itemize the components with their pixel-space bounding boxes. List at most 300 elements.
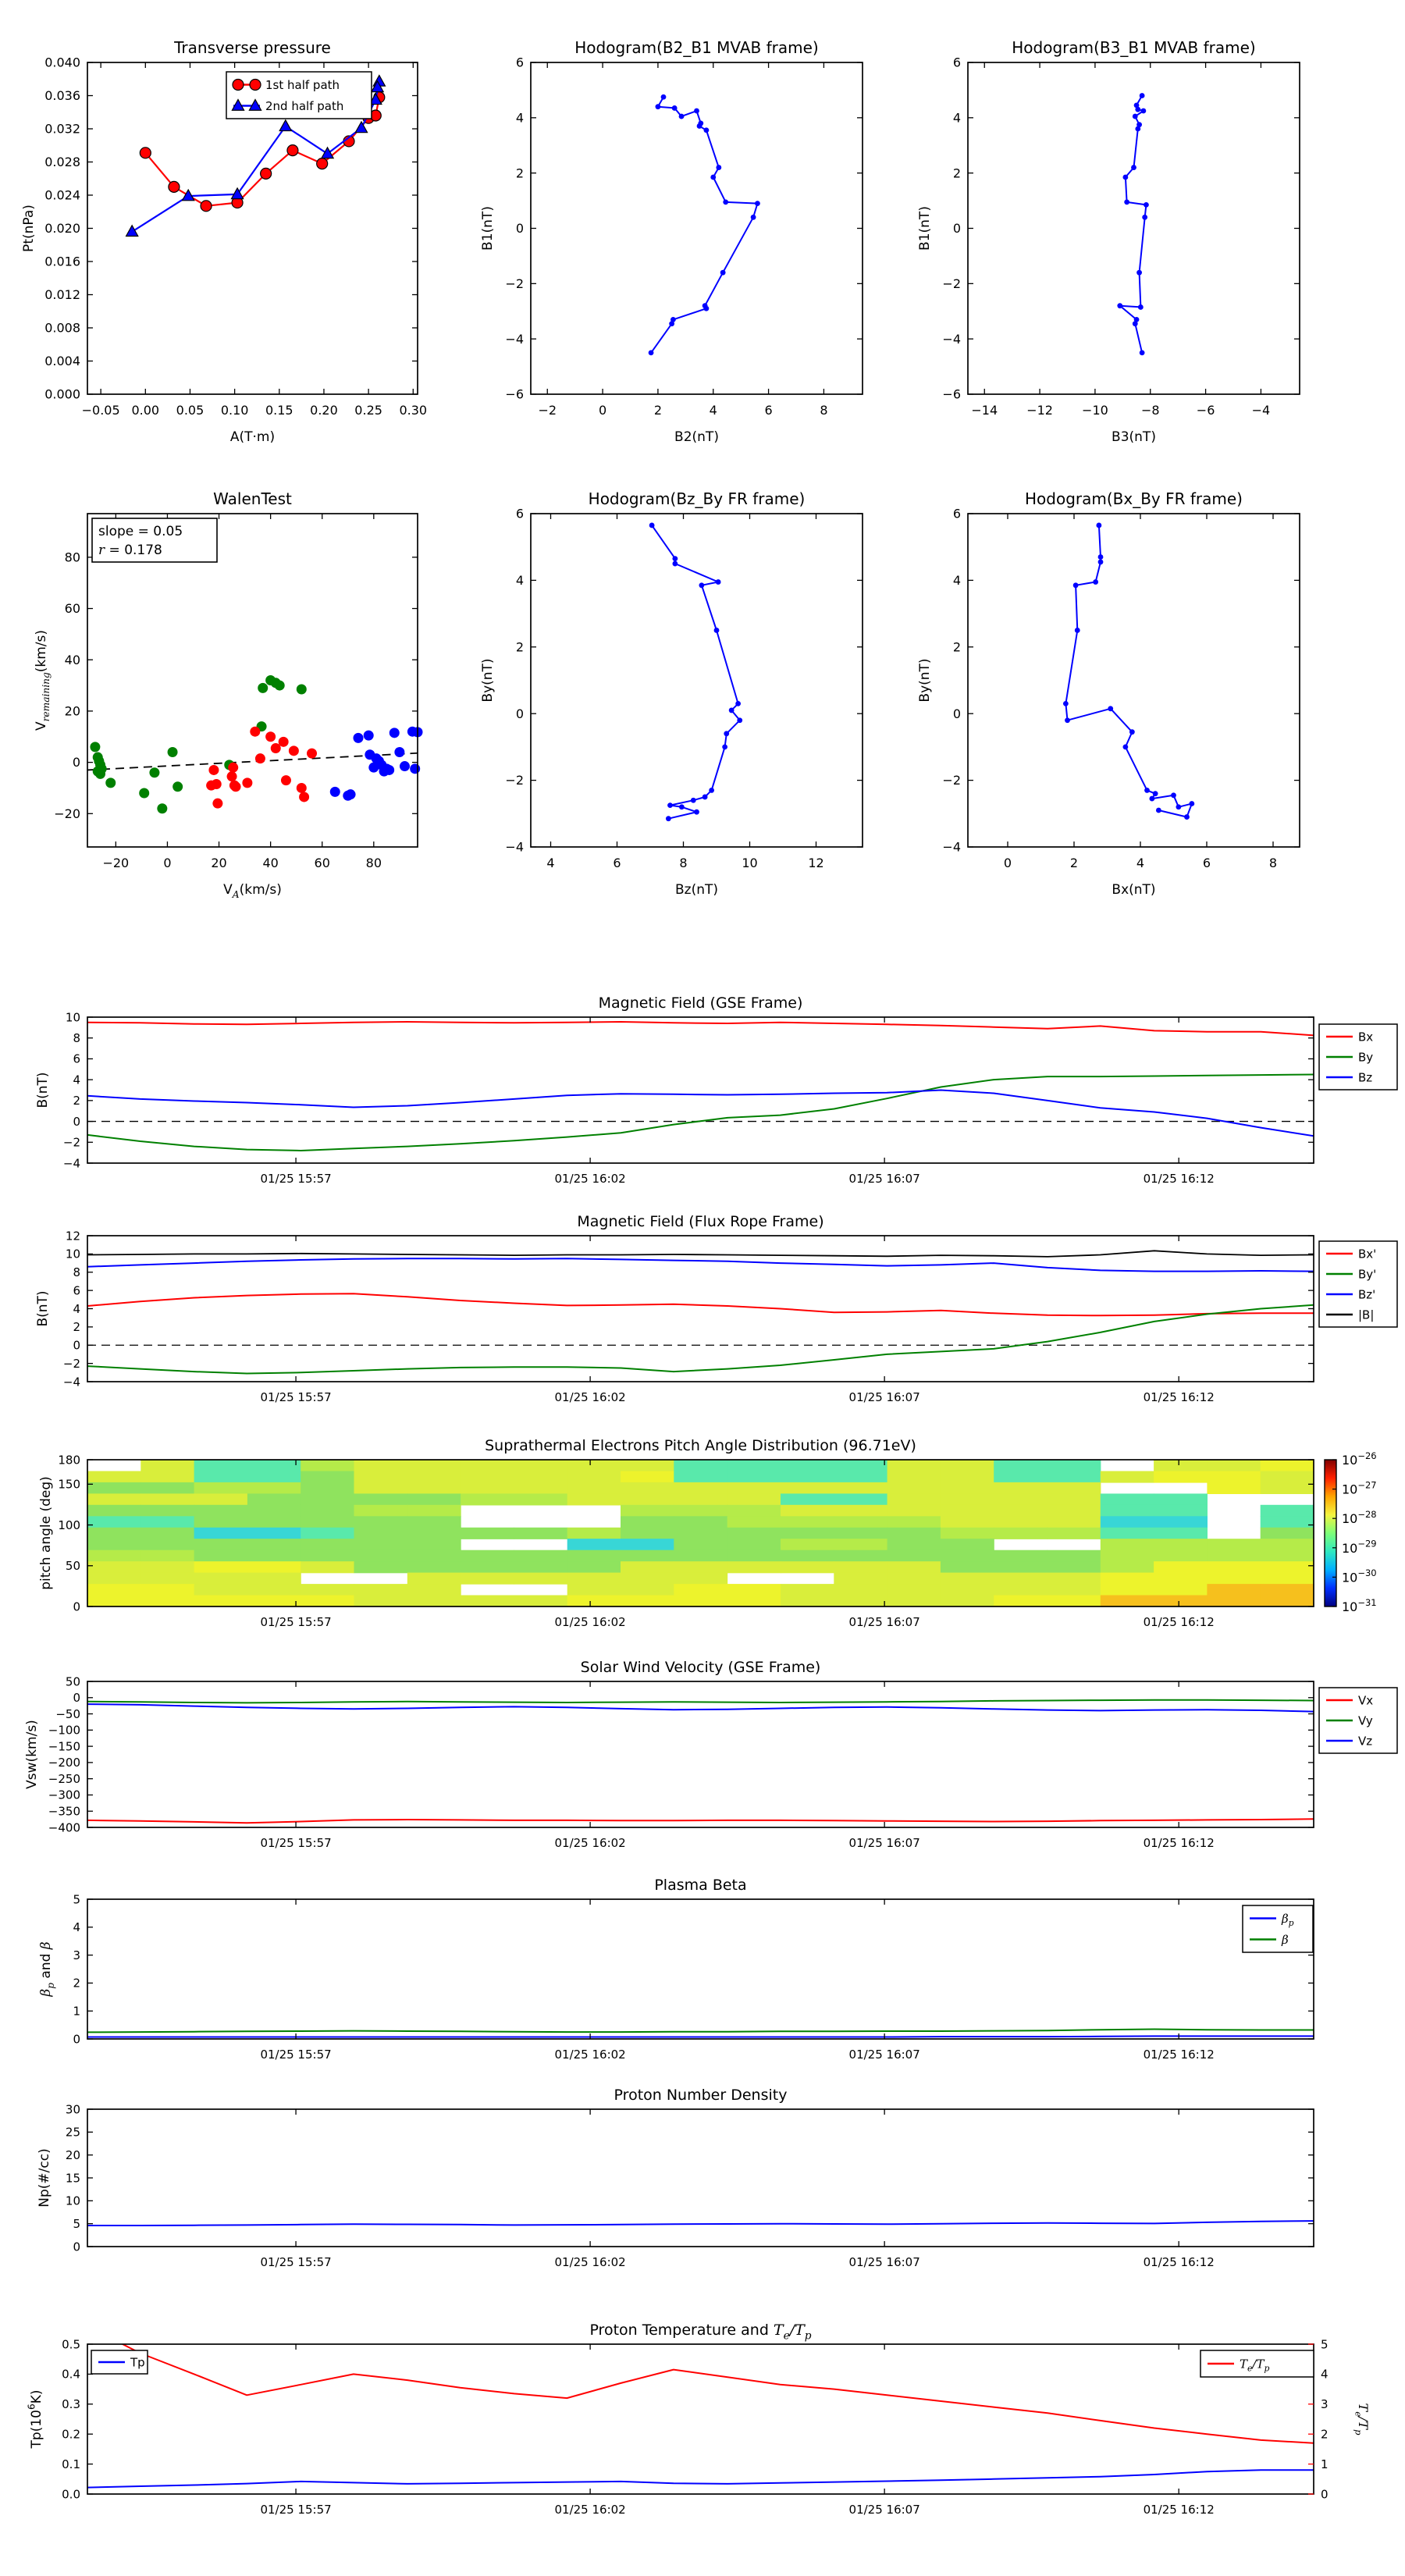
series-Np: [87, 2221, 1314, 2226]
heatmap-cell: [621, 1471, 674, 1483]
y-tick-label: 0.0: [62, 2487, 80, 2502]
colorbar-tick-label: $10^{-31}$: [1342, 1596, 1377, 1614]
heatmap-cell: [781, 1550, 834, 1562]
heatmap-cell: [140, 1573, 194, 1585]
heatmap-cell: [1101, 1516, 1154, 1528]
y-tick-label: 6: [515, 506, 524, 521]
point-marker: [258, 683, 268, 693]
x-tick-label: 01/25 16:02: [554, 2255, 626, 2269]
y-tick-label: 8: [73, 1265, 80, 1279]
heatmap-cell: [1207, 1482, 1261, 1494]
point-marker: [729, 708, 735, 713]
point-marker: [201, 201, 212, 212]
heatmap-cell: [834, 1460, 887, 1471]
series-hodogram: [652, 525, 740, 819]
legend-label: β: [1282, 1932, 1289, 1947]
y-tick-label: 0.028: [44, 155, 80, 170]
triangle-marker: [355, 122, 367, 133]
point-marker: [228, 763, 238, 773]
heatmap-cell: [407, 1482, 461, 1494]
heatmap-cell: [727, 1539, 781, 1550]
legend-label: Bx': [1358, 1247, 1377, 1261]
chart-title: Proton Temperature and $T_e/T_p$: [589, 2322, 812, 2343]
heatmap-cell: [140, 1528, 194, 1539]
heatmap-cell: [461, 1596, 514, 1607]
point-marker: [1176, 804, 1181, 809]
point-marker: [1138, 304, 1144, 310]
triangle-marker: [279, 120, 291, 131]
y-tick-label: −100: [48, 1723, 80, 1738]
heatmap-cell: [834, 1528, 887, 1539]
heatmap-cell: [727, 1550, 781, 1562]
x-tick-label: 0.15: [265, 403, 293, 418]
heatmap-cell: [194, 1460, 248, 1471]
point-marker: [1189, 801, 1194, 806]
point-marker: [287, 145, 298, 156]
x-tick-label: 01/25 16:07: [848, 2503, 920, 2517]
point-marker: [720, 270, 726, 276]
heatmap-cell: [354, 1528, 408, 1539]
plot-frame: [87, 2109, 1314, 2247]
heatmap-cell: [887, 1482, 941, 1494]
series-Tp: [87, 2470, 1314, 2487]
heatmap-cell: [140, 1493, 194, 1505]
heatmap-cell: [87, 1573, 141, 1585]
y-tick-label: 0.020: [44, 221, 80, 237]
heatmap-cell: [194, 1505, 248, 1517]
heatmap-cell: [247, 1573, 301, 1585]
x-tick-label: 40: [262, 856, 279, 870]
y-tick-label: 2: [515, 165, 524, 181]
y-axis-label: B1(nT): [480, 206, 496, 251]
series-beta: [87, 2030, 1314, 2033]
y-tick-label: 4: [73, 1920, 80, 1935]
heatmap-cell: [727, 1471, 781, 1483]
heatmap-cell: [887, 1516, 941, 1528]
heatmap-cell: [1101, 1550, 1154, 1562]
x-tick-label: 0.00: [131, 403, 160, 418]
legend-label: Bz': [1358, 1287, 1376, 1302]
heatmap-cell: [194, 1482, 248, 1494]
chart-suprathermal-electrons-pad: [38, 1437, 1377, 1629]
y-tick-label: 4: [952, 573, 961, 588]
heatmap-cell: [301, 1460, 354, 1471]
heatmap-cell: [514, 1460, 567, 1471]
heatmap-cell: [1048, 1471, 1101, 1483]
heatmap-cell: [354, 1596, 408, 1607]
heatmap-cell: [1154, 1493, 1208, 1505]
point-marker: [691, 798, 696, 803]
y-tick-label: 0: [952, 706, 961, 721]
heatmap-cell: [781, 1596, 834, 1607]
heatmap-cell: [194, 1471, 248, 1483]
point-marker: [250, 727, 260, 737]
heatmap-cell: [461, 1528, 514, 1539]
heatmap-cell: [461, 1561, 514, 1573]
heatmap-cell: [301, 1516, 354, 1528]
y-tick-label: 0.000: [44, 386, 80, 402]
legend-label: By: [1358, 1050, 1374, 1065]
y-tick-label: 20: [65, 2147, 80, 2162]
heatmap-cell: [301, 1471, 354, 1483]
x-tick-label: 01/25 16:07: [848, 1172, 920, 1186]
x-tick-label: 0.30: [399, 403, 428, 418]
legend-label: $\beta_p$: [1282, 1911, 1294, 1928]
point-marker: [1144, 202, 1149, 208]
heatmap-cell: [514, 1528, 567, 1539]
heatmap-cell: [194, 1561, 248, 1573]
point-marker: [1073, 582, 1079, 588]
point-marker: [1142, 215, 1147, 220]
point-marker: [261, 168, 272, 179]
legend-label: 1st half path: [265, 77, 340, 92]
heatmap-cell: [87, 1528, 141, 1539]
chart-title: Hodogram(Bx_By FR frame): [1024, 489, 1243, 508]
heatmap-cell: [461, 1471, 514, 1483]
x-tick-label: 6: [613, 856, 621, 870]
heatmap-cell: [727, 1482, 781, 1494]
heatmap-cell: [354, 1539, 408, 1550]
y-tick-label: −4: [505, 331, 524, 347]
chart-title: WalenTest: [213, 489, 292, 508]
series-Bx': [87, 1293, 1314, 1315]
point-marker: [384, 765, 394, 775]
colorbar-tick-label: $10^{-29}$: [1342, 1538, 1377, 1556]
x-tick-label: 01/25 16:02: [554, 1390, 626, 1404]
heatmap-cell: [194, 1550, 248, 1562]
y-tick-label: 2: [952, 639, 961, 655]
heatmap-cell: [834, 1550, 887, 1562]
heatmap-cell: [354, 1471, 408, 1483]
heatmap-cell: [247, 1561, 301, 1573]
point-marker: [169, 181, 180, 192]
x-tick-label: −4: [1251, 403, 1271, 418]
heatmap-cell: [1048, 1482, 1101, 1494]
heatmap-cell: [140, 1539, 194, 1550]
heatmap-cell: [994, 1516, 1048, 1528]
heatmap-cell: [514, 1573, 567, 1585]
plot-frame: [87, 1236, 1314, 1382]
point-marker: [317, 158, 328, 169]
legend-label: |B|: [1358, 1308, 1375, 1322]
plot-frame: [87, 1899, 1314, 2039]
x-tick-label: −8: [1140, 403, 1160, 418]
y-axis-label: By(nT): [480, 658, 496, 703]
heatmap-cell: [674, 1493, 727, 1505]
x-tick-label: 01/25 16:07: [848, 1836, 920, 1850]
y-tick-label: −250: [48, 1771, 80, 1786]
plot-frame: [531, 514, 863, 847]
heatmap-cell: [1261, 1561, 1314, 1573]
y-tick-label: −2: [505, 773, 524, 788]
heatmap-cell: [407, 1596, 461, 1607]
heatmap-cell: [1261, 1516, 1314, 1528]
point-marker: [1129, 729, 1135, 735]
x-tick-label: 0.05: [176, 403, 205, 418]
x-tick-label: 10: [742, 856, 758, 870]
point-marker: [697, 123, 702, 129]
point-marker: [212, 779, 222, 789]
heatmap-cell: [941, 1471, 994, 1483]
heatmap-cell: [834, 1493, 887, 1505]
x-tick-label: −2: [538, 403, 557, 418]
y-tick-label: 4: [952, 110, 961, 126]
x-tick-label: 01/25 15:57: [260, 2048, 332, 2062]
heatmap-cell: [834, 1573, 887, 1585]
point-marker: [307, 749, 317, 759]
point-marker: [1140, 93, 1145, 98]
heatmap-cell: [247, 1493, 301, 1505]
y-axis-label: pitch angle (deg): [38, 1476, 54, 1590]
heatmap-cell: [407, 1550, 461, 1562]
plot-frame: [968, 514, 1300, 847]
heatmap-cell: [621, 1539, 674, 1550]
point-marker: [330, 787, 340, 797]
point-marker: [716, 165, 721, 170]
heatmap-cell: [247, 1584, 301, 1596]
heatmap-cell: [674, 1516, 727, 1528]
point-marker: [139, 788, 149, 799]
heatmap-cell: [87, 1516, 141, 1528]
heatmap-cell: [567, 1584, 621, 1596]
heatmap-cell: [781, 1471, 834, 1483]
heatmap-cell: [247, 1596, 301, 1607]
heatmap-cell: [407, 1516, 461, 1528]
y-tick-label: −4: [505, 839, 524, 855]
legend-label: Vz: [1358, 1734, 1373, 1749]
heatmap-cell: [781, 1493, 834, 1505]
chart-title: Suprathermal Electrons Pitch Angle Distribution (96.71eV): [485, 1437, 916, 1454]
y2-tick-label: 0: [1321, 2487, 1329, 2502]
heatmap-cell: [727, 1584, 781, 1596]
y2-tick-label: 4: [1321, 2367, 1329, 2382]
point-marker: [755, 201, 760, 206]
chart-solar-wind-velocity: [24, 1659, 1397, 1850]
point-marker: [669, 321, 674, 326]
x-tick-label: −6: [1196, 403, 1215, 418]
heatmap-cell: [567, 1596, 621, 1607]
heatmap-cell: [1101, 1471, 1154, 1483]
point-marker: [666, 816, 671, 821]
x-axis-label: A(T·m): [229, 429, 276, 445]
y-tick-label: 0: [73, 1114, 80, 1129]
heatmap-cell: [621, 1505, 674, 1517]
heatmap-cell: [247, 1482, 301, 1494]
heatmap-cell: [621, 1584, 674, 1596]
heatmap-cell: [887, 1460, 941, 1471]
heatmap-cell: [407, 1528, 461, 1539]
heatmap-cell: [514, 1550, 567, 1562]
heatmap-cell: [1048, 1561, 1101, 1573]
x-tick-label: 4: [1136, 856, 1145, 870]
heatmap-cell: [834, 1471, 887, 1483]
y-tick-label: 0: [73, 2032, 80, 2047]
heatmap-cell: [1048, 1573, 1101, 1585]
point-marker: [389, 728, 400, 738]
heatmap-cell: [194, 1516, 248, 1528]
y-axis-label: By(nT): [917, 658, 933, 703]
heatmap-cell: [834, 1505, 887, 1517]
point-marker: [723, 199, 728, 205]
chart-hodogram-bx-by: [917, 489, 1300, 898]
heatmap-cell: [1207, 1573, 1261, 1585]
y-tick-label: 12: [65, 1229, 80, 1244]
y-tick-label: 1: [73, 2004, 80, 2019]
point-marker: [227, 771, 237, 781]
heatmap-cell: [781, 1584, 834, 1596]
x-tick-label: 01/25 15:57: [260, 1172, 332, 1186]
y-tick-label: 4: [73, 1073, 80, 1087]
x-tick-label: −12: [1026, 403, 1053, 418]
heatmap-cell: [1048, 1516, 1101, 1528]
point-marker: [255, 753, 265, 763]
point-marker: [699, 582, 704, 588]
point-marker: [667, 802, 673, 808]
point-marker: [1144, 788, 1150, 793]
heatmap-cell: [247, 1471, 301, 1483]
heatmap-cell: [407, 1584, 461, 1596]
point-marker: [1140, 350, 1145, 355]
point-marker: [208, 765, 219, 775]
y-tick-label: 0.2: [62, 2427, 80, 2442]
y-tick-label: 0.3: [62, 2397, 80, 2412]
heatmap-cell: [1261, 1471, 1314, 1483]
y-tick-label: 2: [73, 1094, 80, 1108]
y-tick-label: 50: [65, 1674, 80, 1689]
heatmap-cell: [674, 1460, 727, 1471]
point-marker: [1135, 107, 1140, 112]
heatmap-cell: [1207, 1550, 1261, 1562]
y-tick-label: 0: [73, 2240, 80, 2254]
point-marker: [231, 781, 241, 792]
point-marker: [656, 104, 661, 109]
point-marker: [1140, 109, 1146, 114]
x-tick-label: 01/25 16:02: [554, 1615, 626, 1629]
y-tick-label: 20: [64, 703, 80, 719]
heatmap-cell: [1101, 1584, 1154, 1596]
heatmap-cell: [1101, 1493, 1154, 1505]
y-tick-label: 0.040: [44, 55, 80, 70]
heatmap-cell: [407, 1561, 461, 1573]
point-marker: [649, 523, 655, 528]
y-tick-label: −2: [942, 276, 961, 291]
heatmap-cell: [834, 1584, 887, 1596]
y-tick-label: 0.032: [44, 121, 80, 137]
y-tick-label: 0: [515, 221, 524, 237]
heatmap-cell: [674, 1561, 727, 1573]
chart-title: Proton Number Density: [614, 2087, 788, 2104]
x-tick-label: 80: [365, 856, 382, 870]
colorbar-tick-label: $10^{-26}$: [1342, 1450, 1377, 1468]
y-tick-label: −200: [48, 1756, 80, 1770]
chart-walen-test: [34, 489, 423, 900]
colorbar: [1325, 1460, 1336, 1606]
heatmap-cell: [140, 1482, 194, 1494]
series-Vy: [87, 1700, 1314, 1703]
point-marker: [364, 731, 374, 741]
heatmap-cell: [994, 1493, 1048, 1505]
heatmap-cell: [1154, 1460, 1208, 1471]
point-marker: [95, 769, 105, 779]
point-marker: [1098, 560, 1104, 565]
heatmap-cell: [1101, 1505, 1154, 1517]
heatmap-cell: [1207, 1561, 1261, 1573]
heatmap-cell: [1048, 1460, 1101, 1471]
point-marker: [157, 803, 167, 813]
chart-title: Solar Wind Velocity (GSE Frame): [580, 1659, 821, 1676]
y-tick-label: 180: [58, 1453, 80, 1468]
x-axis-label: $V_A(km/s)$: [223, 882, 282, 900]
heatmap-cell: [567, 1493, 621, 1505]
point-marker: [1136, 270, 1142, 276]
heatmap-cell: [621, 1596, 674, 1607]
heatmap-cell: [994, 1561, 1048, 1573]
x-tick-label: 01/25 16:12: [1143, 2503, 1215, 2517]
point-marker: [346, 789, 356, 799]
heatmap-cell: [354, 1584, 408, 1596]
x-tick-label: 01/25 16:07: [848, 2255, 920, 2269]
y2-axis-label: $T_e/T_p$: [1353, 2403, 1371, 2435]
point-marker: [735, 701, 741, 706]
point-marker: [672, 105, 678, 111]
heatmap-cell: [727, 1505, 781, 1517]
heatmap-cell: [301, 1539, 354, 1550]
heatmap-cell: [1207, 1596, 1261, 1607]
point-marker: [694, 809, 699, 815]
heatmap-cell: [887, 1539, 941, 1550]
y-tick-label: 60: [64, 601, 80, 617]
heatmap-cell: [1154, 1596, 1208, 1607]
heatmap-cell: [461, 1482, 514, 1494]
point-marker: [1075, 628, 1080, 633]
heatmap-cell: [941, 1460, 994, 1471]
series-By: [87, 1075, 1314, 1151]
heatmap-cell: [994, 1573, 1048, 1585]
point-marker: [709, 788, 714, 793]
heatmap-cell: [1101, 1528, 1154, 1539]
point-marker: [1093, 579, 1098, 585]
point-marker: [703, 306, 709, 311]
annotation-line: r = 0.178: [98, 543, 162, 558]
heatmap-cell: [727, 1528, 781, 1539]
y-tick-label: −4: [942, 839, 961, 855]
heatmap-cell: [781, 1505, 834, 1517]
heatmap-cell: [941, 1539, 994, 1550]
chart-hodogram-b2-b1: [480, 38, 863, 445]
heatmap-cell: [727, 1516, 781, 1528]
heatmap-cell: [354, 1516, 408, 1528]
heatmap-cell: [674, 1505, 727, 1517]
heatmap-cell: [1154, 1505, 1208, 1517]
x-tick-label: 01/25 16:12: [1143, 1836, 1215, 1850]
heatmap-cell: [567, 1482, 621, 1494]
legend-box: [1243, 1905, 1313, 1952]
heatmap-cell: [567, 1539, 621, 1550]
heatmap-cell: [1048, 1528, 1101, 1539]
heatmap-cell: [87, 1505, 141, 1517]
y-tick-label: −2: [505, 276, 524, 291]
y-tick-label: 0.036: [44, 88, 80, 104]
x-tick-label: 0: [1003, 856, 1012, 870]
heatmap-cell: [407, 1539, 461, 1550]
legend-label: Bz: [1358, 1070, 1373, 1085]
heatmap-cell: [354, 1482, 408, 1494]
legend-label: Vy: [1358, 1713, 1373, 1728]
point-marker: [1133, 114, 1138, 119]
heatmap-cell: [941, 1550, 994, 1562]
y-tick-label: −2: [942, 773, 961, 788]
x-axis-label: B3(nT): [1112, 429, 1156, 445]
